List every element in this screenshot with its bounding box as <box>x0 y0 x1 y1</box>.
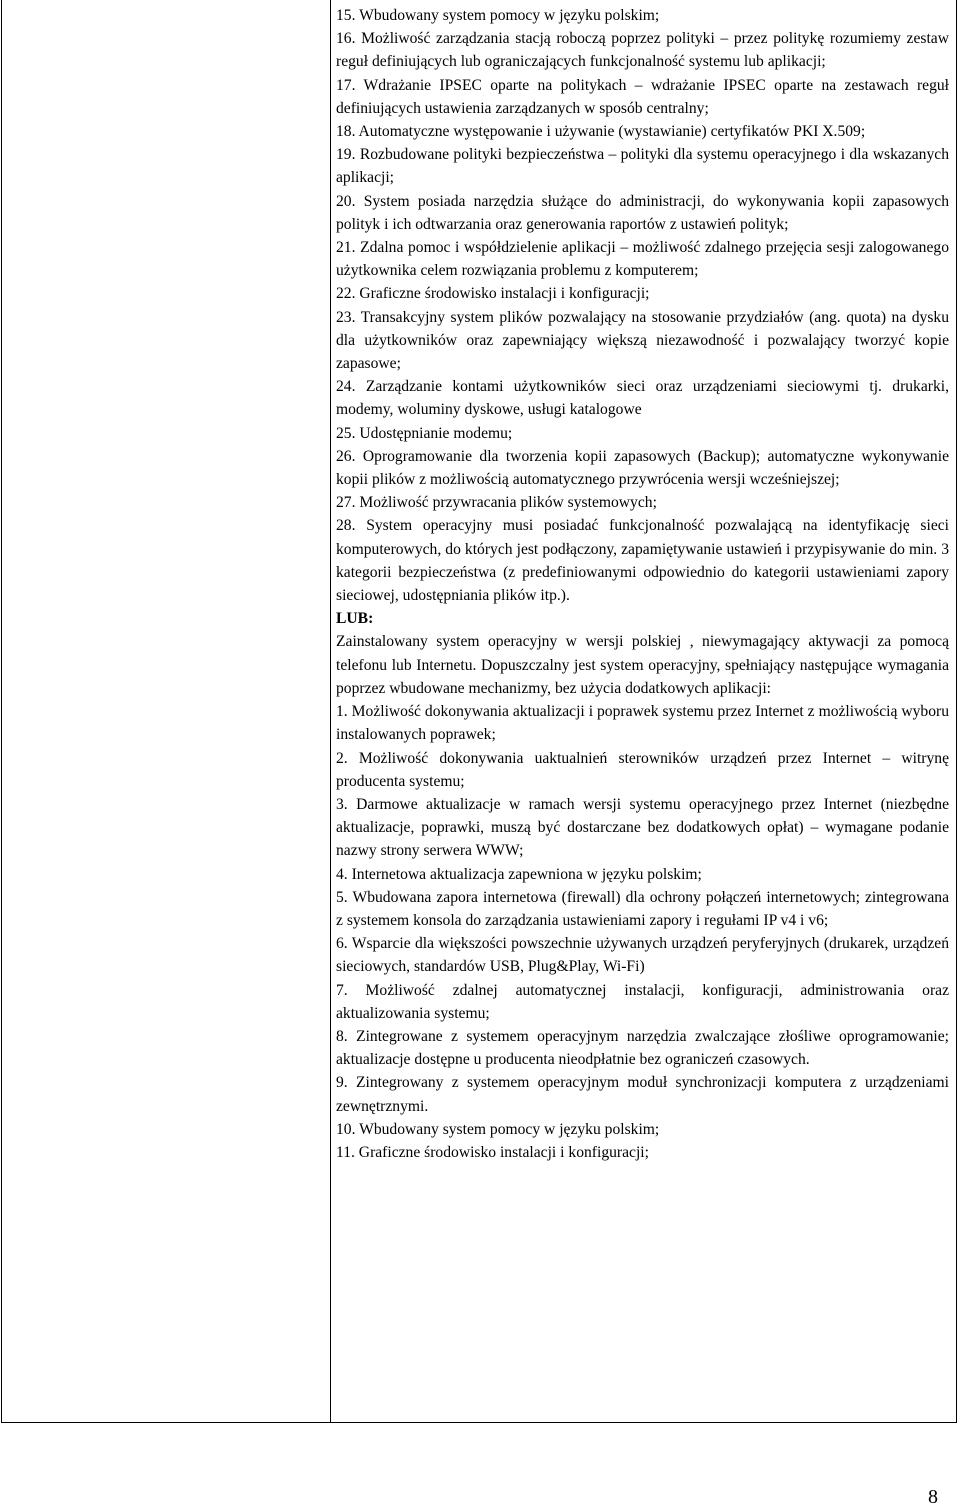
alt-list-item: 3. Darmowe aktualizacje w ramach wersji systemu operacyjnego przez Internet (niezbędne aktualizacje, poprawki, muszą być dostarczane bez dodatkowych opłat) – wymagane podanie nazwy strony serwera WWW; <box>336 795 949 860</box>
list-item: 25. Udostępnianie modemu; <box>336 424 513 442</box>
requirements-cell <box>336 4 949 1164</box>
list-item: 18. Automatyczne występowanie i używanie (wystawianie) certyfikatów PKI X.509; <box>336 123 866 141</box>
list-item: 20. System posiada narzędzia służące do administracji, do wykonywania kopii zapasowych polityk i ich odtwarzania oraz generowania raportów z ustawień polityk; <box>336 192 949 233</box>
alt-list-item: 5. Wbudowana zapora internetowa (firewall) dla ochrony połączeń internetowych; zintegrowana z systemem konsola do zarządzania ustawieniami zapory i regułami IP v4 i v6; <box>336 888 949 929</box>
alt-list-item: 9. Zintegrowany z systemem operacyjnym moduł synchronizacji komputera z urządzeniami zewnętrznymi. <box>336 1074 949 1115</box>
alt-list-item: 11. Graficzne środowisko instalacji i konfiguracji; <box>336 1143 649 1161</box>
alt-list-item: 10. Wbudowany system pomocy w języku polskim; <box>336 1120 660 1138</box>
alt-intro-paragraph: Zainstalowany system operacyjny w wersji polskiej , niewymagający aktywacji za pomocą telefonu lub Internetu. Dopuszczalny jest system operacyjny, spełniający następujące wymagania poprzez wbudowane mechanizmy, bez użycia dodatkowych aplikacji: <box>336 633 949 697</box>
list-item: 28. System operacyjny musi posiadać funkcjonalność pozwalającą na identyfikację sieci komputerowych, do których jest podłączony, zapamiętywanie ustawień i przypisywanie do min. 3 kategorii bezpieczeństwa (z predefiniowanymi odpowiednio do kategorii ustawieniami zapory sieciowej, udostępniania plików itp.). <box>336 517 949 605</box>
lub-heading: LUB: <box>336 610 374 628</box>
list-item: 19. Rozbudowane polityki bezpieczeństwa – polityki dla systemu operacyjnego i dla wskazanych aplikacji; <box>336 146 949 187</box>
list-item: 26. Oprogramowanie dla tworzenia kopii zapasowych (Backup); automatyczne wykonywanie kopii plików z możliwością automatycznego przywrócenia wersji wcześniejszej; <box>336 447 949 489</box>
list-item: 22. Graficzne środowisko instalacji i konfiguracji; <box>336 285 650 303</box>
list-item: 17. Wdrażanie IPSEC oparte na politykach – wdrażanie IPSEC oparte na zestawach reguł definiujących ustawienia zarządzanych w sposób centralny; <box>336 76 949 117</box>
list-item: 16. Możliwość zarządzania stacją roboczą poprzez polityki – przez politykę rozumiemy zestaw reguł definiujących lub ograniczających funkcjonalność systemu lub aplikacji; <box>336 30 949 71</box>
alt-list-item: 2. Możliwość dokonywania uaktualnień sterowników urządzeń przez Internet – witrynę producenta systemu; <box>336 749 949 790</box>
alt-list-item: 1. Możliwość dokonywania aktualizacji i poprawek systemu przez Internet z możliwością wyboru instalowanych poprawek; <box>336 703 949 744</box>
list-item: 15. Wbudowany system pomocy w języku polskim; <box>336 7 660 24</box>
alt-list-item: 4. Internetowa aktualizacja zapewniona w języku polskim; <box>336 865 702 883</box>
page-number: 8 <box>928 1486 938 1508</box>
list-item: 24. Zarządzanie kontami użytkowników sieci oraz urządzeniami sieciowymi tj. drukarki, modemy, woluminy dyskowe, usługi katalogowe <box>336 378 949 419</box>
alt-list-item: 6. Wsparcie dla większości powszechnie używanych urządzeń peryferyjnych (drukarek, urządzeń sieciowych, standardów USB, Plug&Play, Wi-Fi) <box>336 935 949 976</box>
column-divider <box>330 0 331 1423</box>
list-item: 21. Zdalna pomoc i współdzielenie aplikacji – możliwość zdalnego przejęcia sesji zalogowanego użytkownika celem rozwiązania problemu z komputerem; <box>336 239 949 280</box>
list-item: 27. Możliwość przywracania plików systemowych; <box>336 494 657 512</box>
list-item: 23. Transakcyjny system plików pozwalający na stosowanie przydziałów (ang. quota) na dysku dla użytkowników oraz zapewniający większą niezawodność i pozwalający tworzyć kopie zapasowe; <box>336 308 949 373</box>
alt-list-item: 7. Możliwość zdalnej automatycznej instalacji, konfiguracji, administrowania oraz aktualizowania systemu; <box>336 981 949 1022</box>
alt-list-item: 8. Zintegrowane z systemem operacyjnym narzędzia zwalczające złośliwe oprogramowanie; aktualizacje dostępne u producenta nieodpłatnie bez ograniczeń czasowych. <box>336 1027 949 1069</box>
